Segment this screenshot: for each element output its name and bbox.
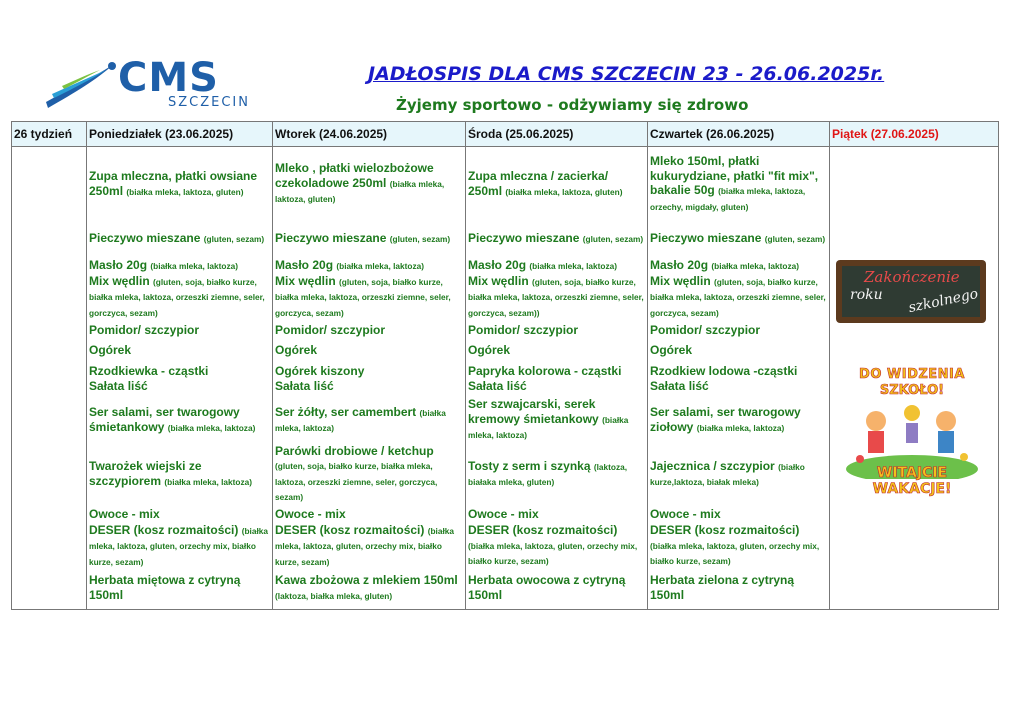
menu-item-line: [650, 573, 827, 603]
menu-item: [650, 443, 827, 505]
dish-name: Papryka kolorowa - cząstki: [468, 363, 622, 378]
dish-name: Pieczywo mieszane: [468, 231, 583, 246]
menu-item-line: [275, 231, 463, 247]
dish-name: Sałata liść: [650, 379, 709, 393]
menu-item: [89, 147, 270, 221]
chalkboard-line2: roku: [850, 287, 883, 303]
dish-name: Pomidor/ szczypior: [468, 323, 579, 338]
menu-item: [650, 341, 827, 361]
menu-item-line: [89, 169, 270, 199]
menu-item: [468, 341, 645, 361]
dish-name: Ser szwajcarski, serek kremowy śmietankowy: [468, 397, 599, 426]
menu-item-line: [468, 258, 645, 274]
menu-item-line: [89, 258, 270, 274]
allergens: (białka mleka, laktoza, gluten): [505, 186, 623, 197]
allergens: (gluten, soja, białko kurze, białka mleka, laktoza, orzeszki ziemne, seler, gorczyca, sezam): [650, 276, 826, 318]
dish-name: Owoce - mix: [275, 507, 346, 522]
chalkboard-line1: Zakończenie: [864, 268, 960, 286]
holiday-line2: SZKOŁO!: [879, 383, 945, 398]
menu-item-line: [89, 274, 270, 321]
dish-name: Masło 20g: [650, 258, 709, 272]
menu-item: [275, 443, 463, 505]
allergens: (gluten, sezam): [582, 234, 644, 245]
week-header: 26 tydzień: [12, 122, 87, 147]
dish-name: Ser żółty, ser camembert: [275, 404, 417, 419]
menu-item: [89, 567, 270, 609]
dish-name: Ogórek: [275, 343, 318, 358]
dish-name: DESER (kosz rozmaitości): [650, 525, 800, 538]
dish-name: Ogórek: [89, 343, 132, 358]
dish-name: Herbata zielona z cytryną 150ml: [650, 573, 795, 602]
menu-item: [468, 147, 645, 221]
dish-name: DESER (kosz rozmaitości): [89, 525, 239, 537]
allergens: (laktoza, białaka mleka, gluten): [468, 461, 628, 487]
allergens: (gluten, sezam): [389, 234, 451, 245]
menu-item-line: [650, 343, 827, 359]
dish-name: DESER (kosz rozmaitości): [275, 525, 425, 537]
menu-item: [650, 397, 827, 443]
menu-item-line: [650, 258, 827, 274]
dish-name: Owoce - mix: [650, 507, 721, 522]
allergens: (białka mleka, laktoza): [336, 261, 424, 271]
menu-item: [89, 257, 270, 321]
dish-name: Pomidor/ szczypior: [650, 323, 761, 338]
menu-item-line: [275, 525, 463, 567]
dish-name: DESER (kosz rozmaitości): [468, 525, 618, 538]
allergens: (gluten, sezam): [764, 234, 826, 245]
dish-name: Zupa mleczna, płatki owsiane 250ml: [89, 169, 258, 198]
menu-item-line: [275, 573, 463, 603]
menu-item-line: [650, 274, 827, 321]
menu-item-line: [89, 405, 270, 435]
menu-table: [11, 121, 999, 610]
menu-item: [275, 397, 463, 443]
menu-item-line: [275, 343, 463, 359]
chalkboard-line3: szkolnego: [907, 285, 980, 317]
dish-name: Zupa mleczna / zacierka/ 250ml: [468, 169, 609, 198]
menu-item-line: [468, 231, 645, 247]
menu-item: [89, 443, 270, 505]
dish-name: Owoce - mix: [468, 507, 539, 522]
menu-item: [650, 361, 827, 397]
allergens: (białka mleka, laktoza, gluten): [275, 178, 445, 205]
menu-item-line: [468, 573, 645, 603]
dish-name: Rzodkiew lodowa -cząstki: [650, 363, 798, 378]
holiday-line3: WITAJCIE: [876, 465, 948, 481]
table-row: [12, 147, 999, 610]
menu-item: [650, 147, 827, 221]
menu-item-line: [650, 379, 827, 395]
allergens: (białka mleka, laktoza, gluten, orzechy mix, białko kurze, sezam): [650, 540, 820, 567]
day-column-thursday: [648, 147, 830, 610]
allergens: (białka mleka, laktoza): [164, 476, 252, 487]
menu-item: [468, 221, 645, 257]
menu-item-line: [650, 405, 827, 435]
menu-item-line: [650, 154, 827, 214]
menu-item-line: [468, 459, 645, 490]
menu-item: [468, 257, 645, 321]
menu-item: [89, 505, 270, 525]
dish-name: Herbata miętowa z cytryną 150ml: [89, 573, 241, 602]
menu-item: [275, 257, 463, 321]
allergens: (białko kurze,laktoza, białak mleka): [650, 461, 805, 487]
menu-item: [468, 525, 645, 567]
dish-name: Mix wędlin: [275, 273, 336, 288]
menu-item: [468, 397, 645, 443]
allergens: (gluten, sezam): [203, 234, 265, 245]
day-header-wednesday: Środa (25.06.2025): [466, 122, 648, 147]
dish-name: Mix wędlin: [468, 273, 529, 288]
page-title: JADŁOSPIS DLA CMS SZCZECIN 23 - 26.06.2025r.: [368, 63, 885, 85]
allergens: (gluten, soja, białko kurze, białka mleka, laktoza, orzeszki ziemne, seler, gorczyca, sezam): [275, 276, 451, 318]
logo-brand: CMS: [118, 55, 219, 101]
menu-item: [275, 525, 463, 567]
allergens: (białka mleka, laktoza): [150, 261, 238, 271]
menu-item: [89, 321, 270, 341]
menu-item: [89, 221, 270, 257]
dish-name: Pomidor/ szczypior: [275, 323, 386, 338]
holiday-line1: DO WIDZENIA: [859, 367, 965, 382]
allergens: (białka mleka, laktoza, gluten): [126, 186, 244, 197]
menu-item: [468, 361, 645, 397]
menu-item: [650, 525, 827, 567]
dish-name: Ogórek kiszony: [275, 363, 365, 378]
allergens: (białka mleka, laktoza, gluten, orzechy mix, białko kurze, sezam): [468, 540, 638, 567]
allergens: (białka mleka, laktoza, gluten, orzechy mix, białko kurze, sezam): [275, 525, 455, 567]
menu-item-line: [468, 343, 645, 359]
menu-item: [650, 221, 827, 257]
menu-item: [275, 321, 463, 341]
menu-item-line: [89, 364, 270, 380]
dish-name: Herbata owocowa z cytryną 150ml: [468, 573, 626, 602]
menu-item-line: [468, 507, 645, 523]
menu-item-line: [468, 379, 645, 395]
dish-name: Masło 20g: [275, 258, 334, 272]
menu-item-line: [89, 343, 270, 359]
allergens: (białka mleka, laktoza): [275, 407, 446, 433]
allergens: (białka mleka, laktoza, orzechy, migdały, gluten): [650, 186, 806, 212]
menu-item-line: [468, 397, 645, 443]
allergens: (gluten, soja, białko kurze, białka mleka, laktoza, orzeszki ziemne, seler, gorczyca, sezam): [89, 276, 265, 318]
allergens: (białka mleka, laktoza): [711, 261, 799, 271]
menu-item: [89, 525, 270, 567]
dish-name: Pomidor/ szczypior: [89, 323, 200, 338]
day-column-tuesday: [273, 147, 466, 610]
menu-item: [650, 567, 827, 609]
menu-item-line: [275, 364, 463, 380]
allergens: (białka mleka, laktoza, gluten, orzechy mix, białko kurze, sezam): [89, 525, 269, 567]
dish-name: Sałata liść: [468, 379, 527, 393]
dish-name: Twarożek wiejski ze szczypiorem: [89, 459, 202, 488]
allergens: (białka mleka, laktoza): [696, 422, 785, 433]
dish-name: Owoce - mix: [89, 507, 160, 522]
allergens: (gluten, soja, białko kurze, białka mleka, laktoza, orzeszki ziemne, seler, gorczyca, sezam): [275, 461, 438, 502]
menu-item-line: [89, 323, 270, 339]
allergens: (laktoza, białka mleka, gluten): [275, 590, 393, 601]
menu-item: [468, 505, 645, 525]
menu-item: [650, 257, 827, 321]
menu-item-line: [650, 231, 827, 247]
menu-item: [468, 567, 645, 609]
dish-name: Rzodkiewka - cząstki: [89, 363, 209, 378]
table-header-row: [12, 122, 999, 147]
menu-item: [89, 341, 270, 361]
menu-item: [650, 321, 827, 341]
swoosh-icon: [44, 58, 124, 114]
day-header-monday: Poniedziałek (23.06.2025): [87, 122, 273, 147]
menu-item-line: [468, 169, 645, 199]
allergens: (gluten, soja, białko kurze, białka mleka, laktoza, orzeszki ziemne, seler, gorczyca, sezam)): [468, 276, 644, 318]
menu-item-line: [275, 507, 463, 523]
menu-item-line: [89, 379, 270, 395]
menu-item-line: [650, 507, 827, 523]
dish-name: Sałata liść: [89, 379, 148, 393]
dish-name: Ogórek: [650, 343, 693, 358]
dish-name: Jajecznica / szczypior: [650, 458, 775, 473]
menu-item: [275, 361, 463, 397]
logo-city: SZCZECIN: [168, 95, 250, 110]
day-column-wednesday: [466, 147, 648, 610]
holiday-image: [846, 365, 978, 505]
menu-item: [89, 397, 270, 443]
dish-name: Mleko 150ml, płatki kukurydziane, płatki "fit mix", bakalie 50g: [650, 154, 819, 197]
menu-item-line: [275, 323, 463, 339]
menu-item-line: [89, 573, 270, 603]
menu-item-line: [650, 364, 827, 380]
menu-item: [89, 361, 270, 397]
day-column-friday: [830, 147, 999, 610]
meal-label: [12, 147, 87, 610]
dish-name: Kawa zbożowa z mlekiem 150ml: [275, 573, 458, 587]
menu-item-line: [275, 258, 463, 274]
dish-name: Ogórek: [468, 343, 511, 358]
day-header-friday: Piątek (27.06.2025): [830, 122, 999, 147]
dish-name: Pieczywo mieszane: [89, 231, 204, 246]
menu-item-line: [275, 274, 463, 321]
menu-item-line: [650, 323, 827, 339]
page-subtitle: Żyjemy sportowo - odżywiamy się zdrowo: [396, 96, 749, 114]
menu-item-line: [89, 525, 270, 567]
cms-logo: [44, 55, 276, 114]
menu-item-line: [275, 444, 463, 505]
chalkboard-image: [836, 260, 986, 323]
dish-name: Ser salami, ser twarogowy ziołowy: [650, 405, 801, 434]
day-column-monday: [87, 147, 273, 610]
menu-item: [650, 505, 827, 525]
dish-name: Mix wędlin: [650, 273, 711, 288]
menu-item: [468, 443, 645, 505]
holiday-line4: WAKACJE!: [872, 481, 952, 497]
dish-name: Masło 20g: [468, 258, 527, 272]
menu-item: [468, 321, 645, 341]
allergens: (białka mleka, laktoza): [468, 414, 629, 441]
dish-name: Tosty z serm i szynką: [468, 458, 591, 473]
menu-item: [275, 567, 463, 609]
menu-item-line: [468, 525, 645, 567]
menu-item-line: [89, 231, 270, 247]
dish-name: Mleko , płatki wielozbożowe czekoladowe 250ml: [275, 161, 434, 190]
menu-item-line: [650, 459, 827, 490]
menu-item-line: [89, 507, 270, 523]
menu-item-line: [468, 364, 645, 380]
day-header-thursday: Czwartek (26.06.2025): [648, 122, 830, 147]
menu-item-line: [275, 405, 463, 436]
dish-name: Mix wędlin: [89, 273, 150, 288]
menu-item: [275, 505, 463, 525]
dish-name: Pieczywo mieszane: [275, 231, 387, 246]
menu-item-line: [468, 274, 645, 321]
menu-item: [275, 221, 463, 257]
dish-name: Pieczywo mieszane: [650, 231, 762, 246]
allergens: (białka mleka, laktoza): [167, 422, 256, 433]
menu-item-line: [275, 379, 463, 395]
dish-name: Sałata liść: [275, 379, 334, 393]
dish-name: Parówki drobiowe / ketchup: [275, 443, 434, 458]
menu-item: [275, 147, 463, 221]
dish-name: Ser salami, ser twarogowy śmietankowy: [89, 405, 240, 434]
menu-item-line: [89, 459, 270, 489]
menu-item-line: [275, 161, 463, 207]
menu-item-line: [468, 323, 645, 339]
dish-name: Masło 20g: [89, 258, 148, 272]
menu-item-line: [650, 525, 827, 567]
allergens: (białka mleka, laktoza): [529, 261, 617, 271]
day-header-tuesday: Wtorek (24.06.2025): [273, 122, 466, 147]
menu-item: [275, 341, 463, 361]
